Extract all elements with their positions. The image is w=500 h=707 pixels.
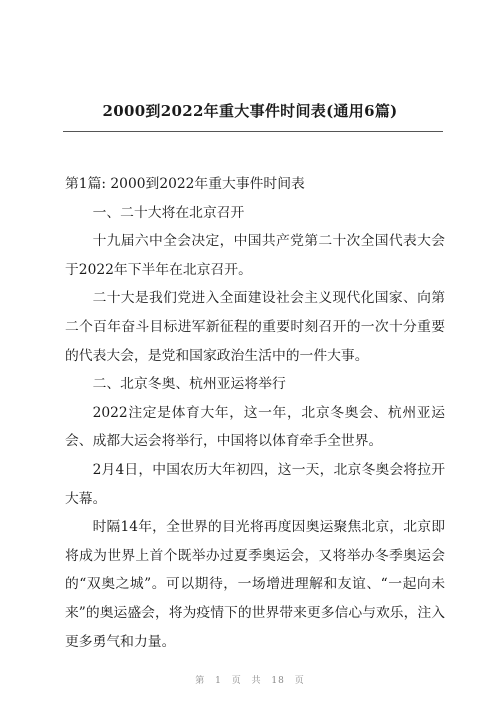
body-paragraph: 二十大是我们党进入全面建设社会主义现代化国家、向第二个百年奋斗目标进军新征程的重要时刻召开的一次十分重要的代表大会，是党和国家政治生活中的一件大事。 bbox=[65, 290, 445, 364]
subsection-heading: 一、二十大将在北京召开 bbox=[92, 204, 245, 221]
body-paragraph: 2月4日，中国农历大年初四，这一天，北京冬奥会将拉开大幕。 bbox=[65, 461, 445, 507]
page-number-footer: 第 1 页 共 18 页 bbox=[195, 676, 305, 686]
title-underline bbox=[63, 131, 443, 132]
subsection-heading: 二、北京冬奥、杭州亚运将举行 bbox=[92, 376, 286, 393]
document-body bbox=[65, 170, 445, 656]
body-paragraph: 十九届六中全会决定，中国共产党第二十次全国代表大会于2022年下半年在北京召开。 bbox=[65, 233, 445, 278]
body-paragraph: 时隔14年，全世界的目光将再度因奥运聚焦北京，北京即将成为世界上首个既举办过夏季奥运会，又将举办冬季奥运会的“双奥之城”。可以期待，一场增进理解和友谊、“一起向未来”的奥运盛会，将为疫情下的世界带来更多信心与欢乐，注入更多勇气和力量。 bbox=[65, 519, 445, 650]
body-paragraph: 2022注定是体育大年，这一年，北京冬奥会、杭州亚运会、成都大运会将举行，中国将以体育牵手全世界。 bbox=[65, 404, 445, 450]
document-title: 2000到2022年重大事件时间表(通用6篇) bbox=[102, 102, 398, 120]
section-heading: 第1篇: 2000到2022年重大事件时间表 bbox=[65, 176, 305, 192]
